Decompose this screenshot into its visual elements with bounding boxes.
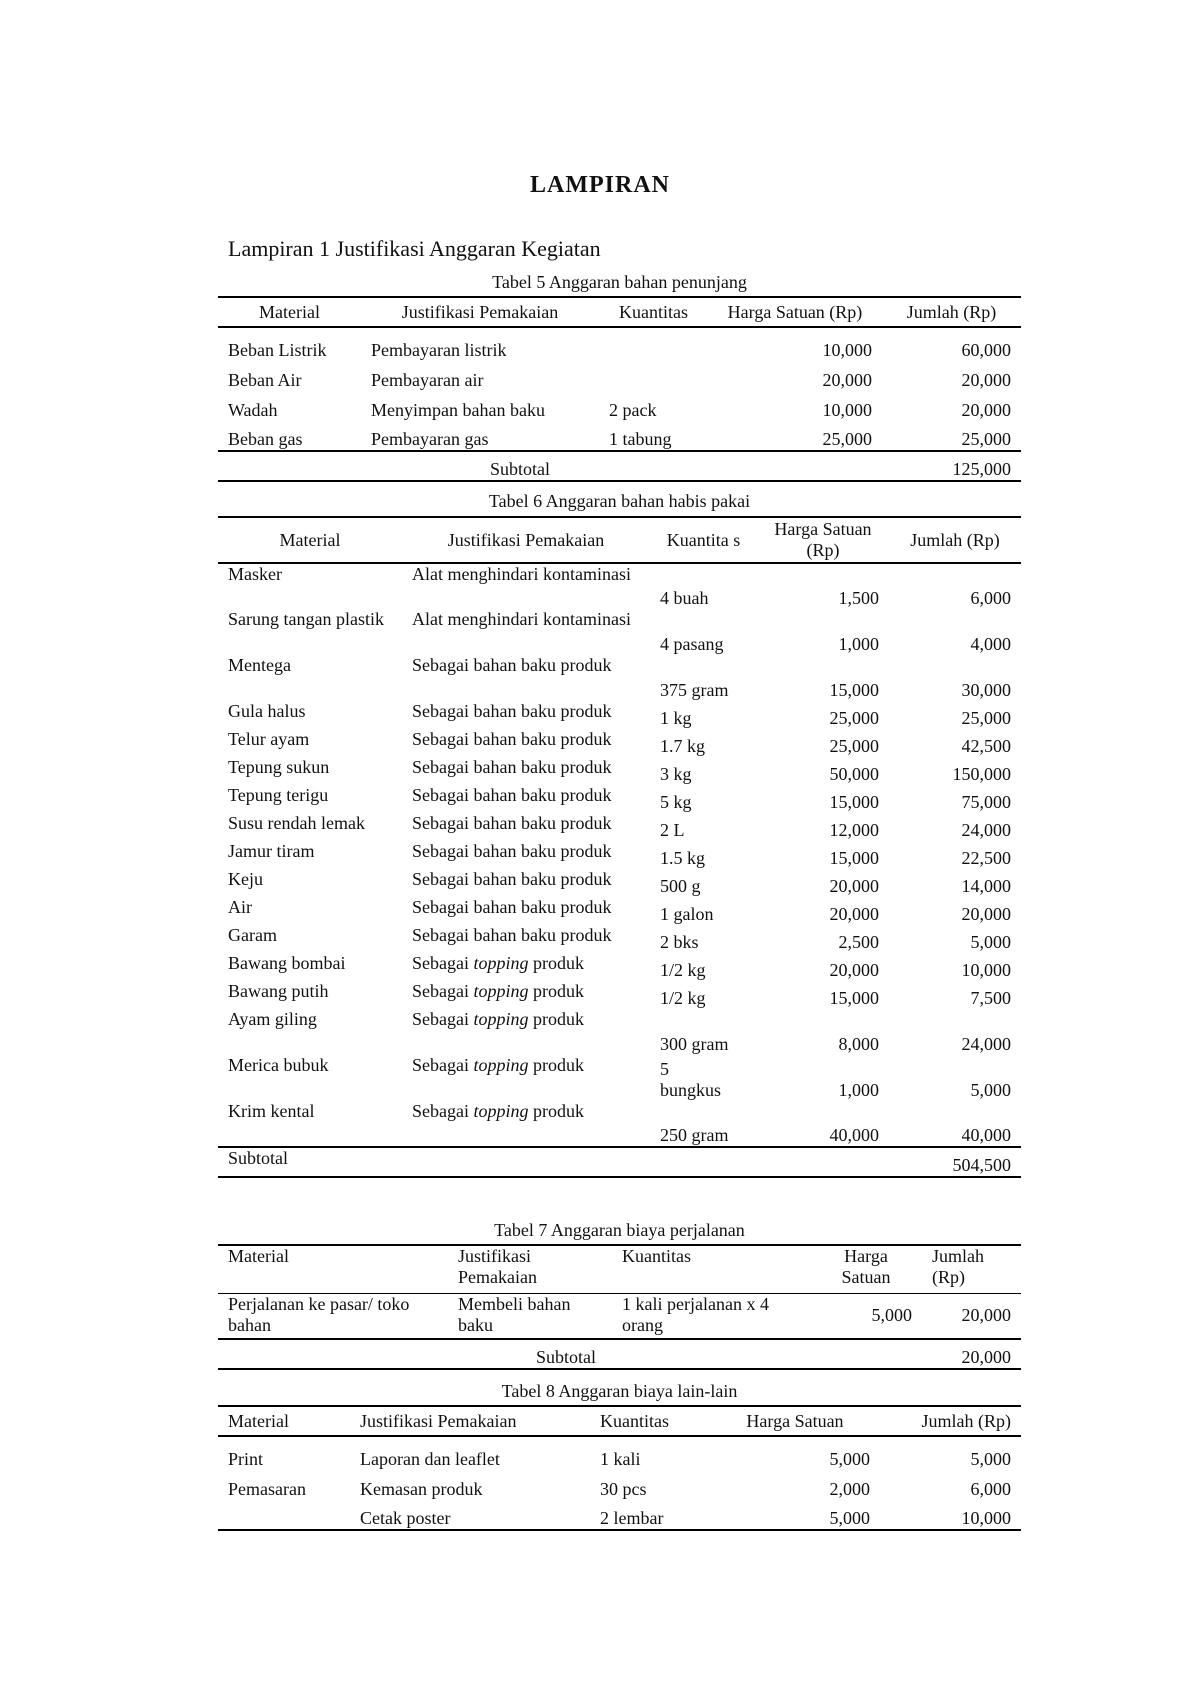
cell-material: Tepung sukun	[228, 757, 330, 777]
justifikasi-text: Sebagai	[412, 1009, 474, 1029]
cell-kuantitas: 4 buah	[660, 588, 709, 608]
cell-kuantitas: 2 bks	[660, 932, 699, 952]
section-heading: Lampiran 1 Justifikasi Anggaran Kegiatan	[228, 236, 601, 261]
cell-jumlah: 5,000	[970, 932, 1011, 952]
table-8-block	[218, 1377, 1021, 1531]
table-5-header-material: Material	[259, 301, 320, 322]
cell-jumlah: 30,000	[961, 680, 1011, 700]
cell-kuantitas: 2 pack	[609, 400, 657, 420]
justifikasi-text: produk	[528, 1101, 584, 1121]
cell-kuantitas: 5 bungkus	[660, 1059, 722, 1100]
cell-justifikasi: Kemasan produk	[360, 1479, 483, 1499]
cell-justifikasi: Sebagai bahan baku produk	[412, 729, 612, 749]
table-row	[218, 563, 1021, 609]
cell-kuantitas: 3 kg	[660, 764, 692, 784]
cell-justifikasi: Menyimpan bahan baku	[371, 400, 545, 420]
cell-justifikasi: Sebagai bahan baku produk	[412, 701, 612, 721]
table-6-block	[218, 486, 1021, 1178]
cell-material: Keju	[228, 869, 263, 889]
justifikasi-text: Sebagai	[412, 1055, 474, 1075]
table-7-header-justifikasi: Justifikasi Pemakaian	[458, 1246, 537, 1287]
cell-kuantitas: 1.7 kg	[660, 736, 705, 756]
table-row	[218, 869, 1021, 897]
justifikasi-emphasis: topping	[473, 981, 529, 1001]
cell-harga: 12,000	[829, 820, 879, 840]
cell-jumlah: 10,000	[961, 960, 1011, 980]
cell-material: Merica bubuk	[228, 1055, 329, 1075]
subtotal-label: Subtotal	[228, 1148, 289, 1168]
justifikasi-emphasis: topping	[473, 1101, 529, 1121]
table-row	[218, 421, 1021, 451]
table-row	[218, 841, 1021, 869]
table-row	[218, 1436, 1021, 1470]
cell-kuantitas: 1 tabung	[609, 429, 672, 449]
cell-justifikasi	[402, 953, 650, 981]
cell-justifikasi: Membeli bahan baku	[458, 1293, 571, 1335]
table-row	[218, 813, 1021, 841]
table-row	[218, 953, 1021, 981]
table-8-header-kuantitas: Kuantitas	[600, 1410, 669, 1431]
subtotal-value: 20,000	[961, 1347, 1011, 1367]
cell-jumlah: 14,000	[961, 876, 1011, 896]
cell-justifikasi: Sebagai bahan baku produk	[412, 841, 612, 861]
subtotal-value: 125,000	[952, 459, 1011, 479]
cell-kuantitas: 1 kg	[660, 708, 692, 728]
cell-jumlah: 20,000	[961, 400, 1011, 420]
table-7-header-row	[218, 1245, 1021, 1293]
cell-jumlah: 20,000	[961, 370, 1011, 390]
table-7-header-material: Material	[228, 1246, 289, 1266]
cell-jumlah: 42,500	[961, 736, 1011, 756]
table-row	[218, 757, 1021, 785]
cell-jumlah: 4,000	[970, 634, 1011, 654]
table-row	[218, 1500, 1021, 1530]
cell-material	[218, 1500, 350, 1530]
cell-justifikasi: Sebagai bahan baku produk	[412, 869, 612, 889]
cell-material: Mentega	[228, 655, 291, 675]
cell-jumlah: 20,000	[961, 904, 1011, 924]
cell-harga: 2,000	[829, 1479, 870, 1499]
table-7-header-jumlah: Jumlah (Rp)	[932, 1246, 984, 1287]
cell-material: Krim kental	[228, 1101, 315, 1121]
justifikasi-text: produk	[528, 1009, 584, 1029]
cell-harga: 1,000	[838, 1080, 879, 1100]
justifikasi-emphasis: topping	[473, 1009, 529, 1029]
cell-harga: 2,500	[838, 932, 879, 952]
cell-kuantitas	[599, 327, 708, 361]
cell-justifikasi: Pembayaran gas	[371, 429, 489, 449]
cell-jumlah: 60,000	[961, 340, 1011, 360]
subtotal-label: Subtotal	[490, 459, 551, 479]
justifikasi-text: produk	[528, 1055, 584, 1075]
cell-harga: 5,000	[829, 1449, 870, 1469]
cell-kuantitas: 1/2 kg	[660, 988, 706, 1008]
cell-jumlah: 40,000	[961, 1125, 1011, 1145]
cell-kuantitas: 30 pcs	[600, 1479, 647, 1499]
table-row	[218, 785, 1021, 813]
cell-justifikasi: Sebagai bahan baku produk	[412, 897, 612, 917]
cell-jumlah: 6,000	[970, 1479, 1011, 1499]
cell-kuantitas: 1 kali	[600, 1449, 641, 1469]
table-7	[218, 1244, 1021, 1370]
cell-material: Bawang bombai	[228, 953, 346, 973]
cell-jumlah: 24,000	[961, 1034, 1011, 1054]
table-5-block	[218, 268, 1021, 482]
justifikasi-text: Sebagai	[412, 1101, 474, 1121]
table-row	[218, 925, 1021, 953]
cell-jumlah: 7,500	[970, 988, 1011, 1008]
table-row	[218, 1009, 1021, 1055]
table-7-header-harga: Harga Satuan	[841, 1246, 891, 1287]
cell-justifikasi: Pembayaran listrik	[371, 340, 507, 360]
cell-harga: 25,000	[829, 708, 879, 728]
table-row	[218, 327, 1021, 361]
table-row	[218, 655, 1021, 701]
table-7-subtotal-row	[218, 1339, 1021, 1369]
cell-material: Masker	[228, 564, 282, 584]
table-row	[218, 1470, 1021, 1500]
cell-justifikasi: Sebagai bahan baku produk	[412, 757, 612, 777]
cell-material: Tepung terigu	[228, 785, 329, 805]
cell-justifikasi: Alat menghindari kontaminasi	[412, 609, 631, 629]
cell-material: Print	[228, 1449, 264, 1469]
table-6-caption: Tabel 6 Anggaran bahan habis pakai	[488, 491, 751, 511]
cell-harga: 10,000	[822, 340, 872, 360]
cell-material: Susu rendah lemak	[228, 813, 365, 833]
cell-material: Air	[228, 897, 252, 917]
cell-harga: 15,000	[829, 792, 879, 812]
subtotal-label: Subtotal	[536, 1347, 597, 1367]
cell-kuantitas: 2 L	[660, 820, 685, 840]
cell-jumlah: 25,000	[961, 429, 1011, 449]
cell-kuantitas: 1 galon	[660, 904, 714, 924]
cell-jumlah: 150,000	[952, 764, 1011, 784]
table-row	[218, 1293, 1021, 1339]
cell-material: Beban Listrik	[228, 340, 327, 360]
justifikasi-text: Sebagai	[412, 981, 474, 1001]
cell-material: Sarung tangan plastik	[228, 609, 384, 629]
table-row	[218, 1055, 1021, 1101]
subtotal-value: 504,500	[952, 1155, 1011, 1175]
cell-kuantitas: 1.5 kg	[660, 848, 705, 868]
cell-material: Pemasaran	[228, 1479, 306, 1499]
cell-kuantitas: 250 gram	[660, 1125, 729, 1145]
table-5-caption: Tabel 5 Anggaran bahan penunjang	[492, 272, 747, 292]
cell-harga: 15,000	[829, 848, 879, 868]
table-6-header-kuantitas: Kuantita s	[666, 529, 741, 550]
cell-jumlah: 24,000	[961, 820, 1011, 840]
cell-material: Gula halus	[228, 701, 306, 721]
cell-material: Bawang putih	[228, 981, 329, 1001]
cell-kuantitas	[599, 361, 708, 391]
table-5-subtotal-row	[218, 451, 1021, 481]
cell-justifikasi: Cetak poster	[360, 1508, 451, 1528]
table-row	[218, 361, 1021, 391]
table-8-header-material: Material	[228, 1410, 289, 1431]
cell-harga: 25,000	[822, 429, 872, 449]
cell-material: Telur ayam	[228, 729, 310, 749]
cell-justifikasi: Pembayaran air	[371, 370, 484, 390]
cell-justifikasi	[402, 1009, 650, 1055]
cell-harga: 5,000	[829, 1508, 870, 1528]
cell-jumlah: 5,000	[970, 1080, 1011, 1100]
justifikasi-text: produk	[528, 981, 584, 1001]
table-8-header-justifikasi: Justifikasi Pemakaian	[360, 1410, 517, 1431]
cell-justifikasi: Sebagai bahan baku produk	[412, 785, 612, 805]
table-5	[218, 296, 1021, 482]
table-7-block	[218, 1216, 1021, 1370]
cell-jumlah: 25,000	[961, 708, 1011, 728]
table-row	[218, 609, 1021, 655]
justifikasi-text: Sebagai	[412, 953, 474, 973]
cell-kuantitas: 5 kg	[660, 792, 692, 812]
cell-harga: 5,000	[871, 1305, 912, 1326]
cell-harga: 20,000	[822, 370, 872, 390]
cell-justifikasi: Sebagai bahan baku produk	[412, 813, 612, 833]
table-5-header-harga: Harga Satuan (Rp)	[727, 301, 863, 322]
table-6-header-material: Material	[279, 529, 341, 550]
cell-harga: 50,000	[829, 764, 879, 784]
table-6-header-jumlah: Jumlah (Rp)	[910, 529, 1000, 550]
cell-kuantitas: 500 g	[660, 876, 701, 896]
cell-jumlah: 5,000	[970, 1449, 1011, 1469]
cell-kuantitas: 2 lembar	[600, 1508, 664, 1528]
table-8-header-row	[218, 1406, 1021, 1436]
cell-harga: 25,000	[829, 736, 879, 756]
cell-jumlah: 10,000	[961, 1508, 1011, 1528]
cell-jumlah: 22,500	[961, 848, 1011, 868]
cell-harga: 20,000	[829, 960, 879, 980]
table-row	[218, 1101, 1021, 1147]
table-row	[218, 701, 1021, 729]
cell-justifikasi	[402, 1055, 650, 1101]
justifikasi-text: produk	[528, 953, 584, 973]
table-6-header-justifikasi: Justifikasi Pemakaian	[447, 529, 605, 550]
table-row	[218, 391, 1021, 421]
cell-material: Wadah	[228, 400, 278, 420]
cell-harga: 1,000	[838, 634, 879, 654]
cell-justifikasi	[402, 981, 650, 1009]
table-5-header-justifikasi: Justifikasi Pemakaian	[401, 301, 559, 322]
cell-harga: 10,000	[822, 400, 872, 420]
cell-material: Beban gas	[228, 429, 303, 449]
cell-justifikasi: Alat menghindari kontaminasi	[412, 564, 631, 584]
cell-harga: 15,000	[829, 988, 879, 1008]
cell-justifikasi: Sebagai bahan baku produk	[412, 925, 612, 945]
table-6-header-row	[218, 517, 1021, 563]
table-5-header-row	[218, 297, 1021, 327]
cell-harga: 1,500	[838, 588, 879, 608]
table-8-header-jumlah: Jumlah (Rp)	[921, 1410, 1011, 1431]
table-6-header-harga: Harga Satuan (Rp)	[774, 519, 872, 560]
table-5-header-jumlah: Jumlah (Rp)	[906, 301, 997, 322]
cell-material: Garam	[228, 925, 277, 945]
cell-jumlah: 75,000	[961, 792, 1011, 812]
table-row	[218, 981, 1021, 1009]
table-8	[218, 1405, 1021, 1531]
table-7-caption: Tabel 7 Anggaran biaya perjalanan	[494, 1220, 745, 1240]
cell-harga: 40,000	[829, 1125, 879, 1145]
table-8-caption: Tabel 8 Anggaran biaya lain-lain	[501, 1381, 738, 1401]
cell-material: Perjalanan ke pasar/ toko bahan	[228, 1293, 410, 1335]
table-7-header-kuantitas: Kuantitas	[622, 1246, 691, 1266]
table-row	[218, 729, 1021, 757]
table-6	[218, 516, 1021, 1178]
cell-material: Jamur tiram	[228, 841, 315, 861]
cell-material: Beban Air	[228, 370, 302, 390]
cell-justifikasi	[402, 1101, 650, 1147]
cell-harga: 8,000	[838, 1034, 879, 1054]
table-8-header-harga: Harga Satuan	[746, 1410, 844, 1431]
cell-harga: 20,000	[829, 904, 879, 924]
cell-harga: 15,000	[829, 680, 879, 700]
cell-kuantitas: 300 gram	[660, 1034, 729, 1054]
cell-kuantitas: 375 gram	[660, 680, 729, 700]
cell-jumlah: 20,000	[961, 1305, 1011, 1326]
cell-material: Ayam giling	[228, 1009, 317, 1029]
table-5-header-kuantitas: Kuantitas	[619, 301, 688, 322]
cell-kuantitas: 4 pasang	[660, 634, 724, 654]
cell-justifikasi: Sebagai bahan baku produk	[412, 655, 612, 675]
justifikasi-emphasis: topping	[473, 1055, 529, 1075]
cell-justifikasi: Laporan dan leaflet	[360, 1449, 500, 1469]
justifikasi-emphasis: topping	[473, 953, 529, 973]
table-6-subtotal-row	[218, 1147, 1021, 1177]
cell-kuantitas: 1 kali perjalanan x 4 orang	[622, 1293, 769, 1335]
table-row	[218, 897, 1021, 925]
cell-jumlah: 6,000	[970, 588, 1011, 608]
cell-harga: 20,000	[829, 876, 879, 896]
cell-kuantitas: 1/2 kg	[660, 960, 706, 980]
page-title: LAMPIRAN	[530, 172, 670, 198]
